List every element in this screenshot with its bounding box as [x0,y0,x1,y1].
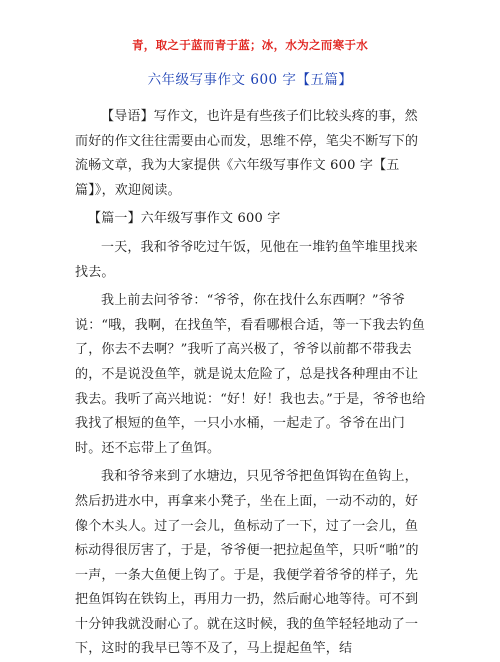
body-paragraph: 我和爷爷来到了水塘边，只见爷爷把鱼饵钩在鱼钩上，然后扔进水中，再拿来小凳子，坐在上面，一动不动的，好像个木头人。过了一会儿，鱼标动了一下，过了一会儿，鱼标动得很厉害了，于是，爷爷便一把拉起鱼竿，只听“啪”的一声，一条大鱼便上钩了。于是，我便学着爷爷的样子，先把鱼饵钩在铁钩上，再用力一扔，然后耐心地等待。可不到十分钟我就没耐心了。就在这时候，我的鱼竿轻轻地动了一下，这时的我早已等不及了，马上提起鱼竿，结 [75,469,419,657]
document-body [75,105,427,662]
body-paragraph: 我上前去问爷爷：“爷爷，你在找什么东西啊？”爷爷说：“哦，我啊，在找鱼竿，看看哪根合适，等一下我去钓鱼了，你去不去啊？”我听了高兴极了，爷爷以前都不带我去的，不是说没鱼竿，就是说太危险了，总是找各种理由不让我去。我听了高兴地说：“好！好！我也去。”于是，爷爷也给我找了根短的鱼竿，一只小水桶，一起走了。爷爷在出门时。还不忘带上了鱼饵。 [75,293,426,456]
document-title: 六年级写事作文 600 字【五篇】 [147,72,353,88]
section-heading: 【篇一】六年级写事作文 600 字 [88,211,281,227]
header-motto: 青，取之于蓝而青于蓝；冰，水为之而寒于水 [132,38,368,52]
body-paragraph: 一天，我和爷爷吃过午饭，见他在一堆钓鱼竿堆里找来找去。 [75,239,418,280]
intro-paragraph: 【导语】写作文，也许是有些孩子们比较头疼的事，然而好的作文往往需要由心而发，思维不停，笔尖不断写下的流畅文章，我为大家提供《六年级写事作文 600 字【五篇】》，欢迎阅读。 [75,109,419,198]
